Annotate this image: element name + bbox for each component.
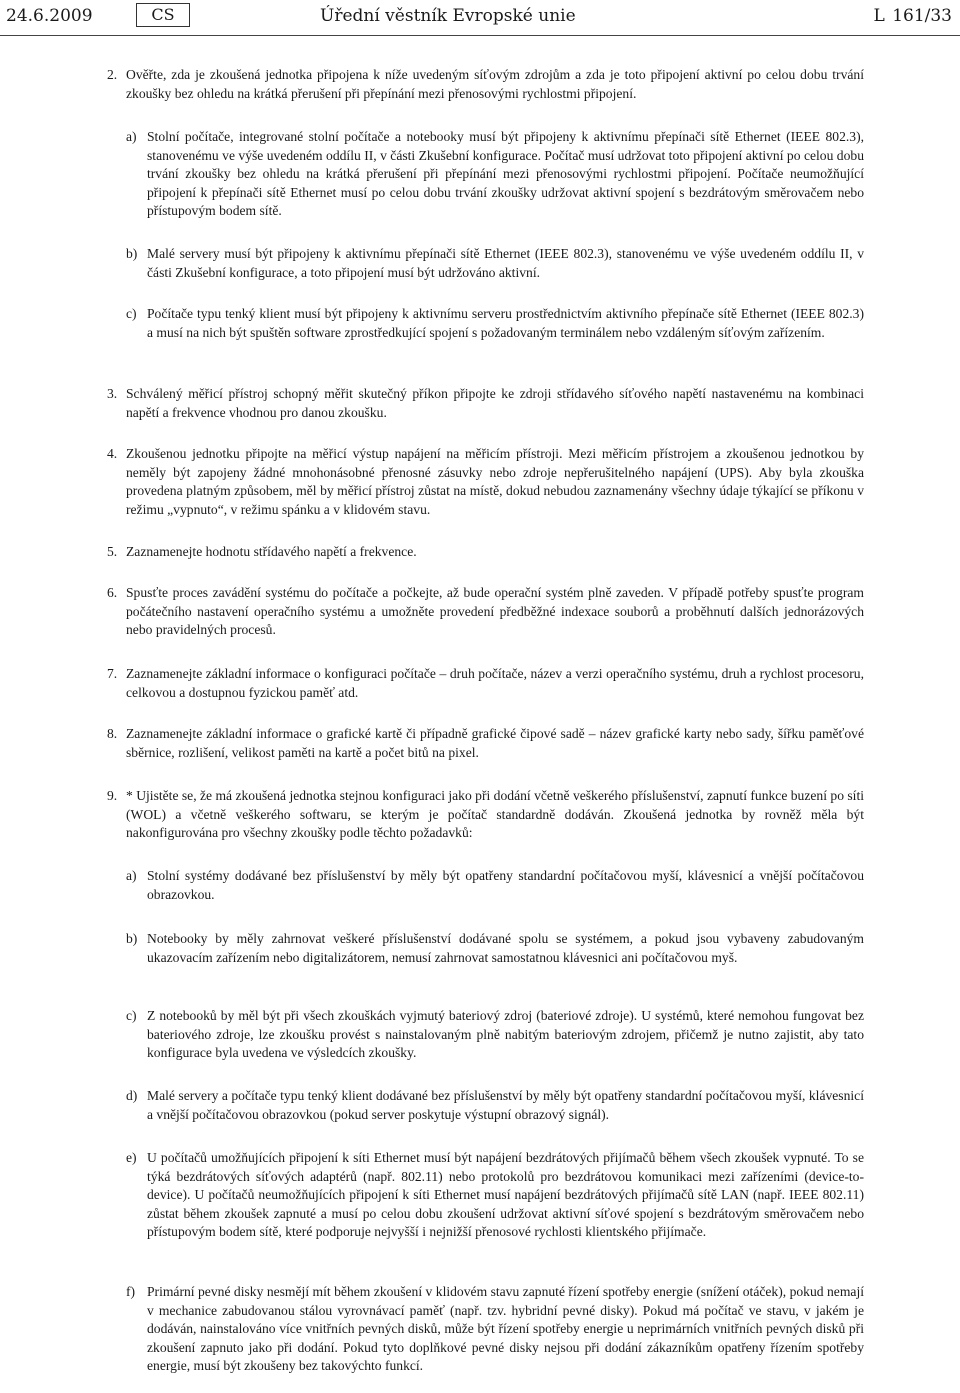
paragraph-subitem-9f: Primární pevné disky nesmějí mít během zkoušení v klidovém stavu zapnuté řízení spotřeby energie (snížení otáček), pokud nemají v mechanice zabudovanou stálou vyrovnávací paměť (např. tzv. hybridní pevné disky). Pokud má počítač ve stavu, v jakém je dodáván, nainstalováno více vnitřních pevných disků, může být řízení spotřeby energie u neprimárních vnitřních pevných disků při zkoušení zapnuto jako při dodání. Pokud tyto doplňkové pevné disky nejsou při dodání zákazníkům opatřeny řízením spotřeby energie, musí být zkoušeny bez takovýchto funkcí. xyxy=(147,1284,864,1373)
language-badge: CS xyxy=(136,3,190,27)
paragraph-subitem-9c: Z notebooků by měl být při všech zkouškách vyjmutý bateriový zdroj (bateriové zdroje). U systémů, které nemohou fungovat bez bateriového zdroje, lze zkoušku provést s nainstalovaným plně nabitým bateriovým zdrojem, přičemž je nutno zajistit, aby tato konfigurace byla uvedena ve výsledcích zkoušky. xyxy=(147,1008,864,1060)
item-number: 6. xyxy=(107,585,118,600)
item-number: 8. xyxy=(107,726,118,741)
paragraph-item-9: * Ujistěte se, že má zkoušená jednotka stejnou konfiguraci jako při dodání včetně veškerého příslušenství, zapnutí funkce buzení po síti (WOL) a včetně veškerého softwaru, se kterým je počítač standardně dodáván. Zkoušená jednotka by rovněž měla být nakonfigurována pro všechny zkoušky podle těchto požadavků: xyxy=(126,788,865,840)
paragraph-subitem-9b: Notebooky by měly zahrnovat veškeré příslušenství dodávané spolu se systémem, a pokud jsou vybaveny zabudovaným ukazovacím zařízením nebo digitalizátorem, nemusí zahrnovat samostatnou klávesnici ani počítačovou myš. xyxy=(147,931,864,965)
header-rule xyxy=(0,35,960,36)
subitem-letter: a) xyxy=(126,129,137,144)
subitem-letter: c) xyxy=(126,1008,137,1023)
issue-date: 24.6.2009 xyxy=(6,6,93,26)
subitem-letter: b) xyxy=(126,246,138,261)
subitem-letter: c) xyxy=(126,306,137,321)
item-number: 5. xyxy=(107,544,118,559)
paragraph-subitem-9a: Stolní systémy dodávané bez příslušenství by měly být opatřeny standardní počítačovou myší, klávesnicí a vnější počítačovou obrazovkou. xyxy=(147,868,864,902)
paragraph-item-4: Zkoušenou jednotku připojte na měřicí výstup napájení na měřicím přístroji. Mezi měřicím přístrojem a zkoušenou jednotkou by neměly být zapojeny žádné mnohonásobné přenosné zásuvky nebo zdroje nepřerušitelného napájení (UPS). Aby byla zkouška provedena platným způsobem, měl by měřicí přístroj zůstat na místě, dokud nebudou zaznamenány všechny údaje týkající se příkonu v režimu „vypnuto“, v režimu spánku a v klidovém stavu. xyxy=(126,446,864,517)
item-number: 2. xyxy=(107,67,118,82)
paragraph-subitem-9e: U počítačů umožňujících připojení k síti Ethernet musí být napájení bezdrátových přijímačů během všech zkoušek vypnuté. To se týká bezdrátových síťových adaptérů (např. 802.11) nebo protokolů pro bezdrátovou komunikaci mezi zařízeními (device-to-device). U počítačů neumožňujících připojení k síti Ethernet musí napájení bezdrátových přijímačů sítě LAN (např. IEEE 802.11) zůstat během zkoušek zapnuté a musí po celou dobu zkoušení udržovat aktivní síťové spojení s bezdrátovým směrovačem nebo přístupovým bodem sítě, které podporuje nejvyšší i nejnižší přenosové rychlosti klientského přijímače. xyxy=(147,1150,864,1239)
paragraph-subitem-9d: Malé servery a počítače typu tenký klient dodávané bez příslušenství by měly být opatřeny standardní počítačovou myší, klávesnicí a vnější počítačovou obrazovkou (pokud server poskytuje výstupní obrazový signál). xyxy=(147,1088,864,1122)
item-number: 9. xyxy=(107,788,118,803)
subitem-letter: a) xyxy=(126,868,137,883)
subitem-letter: f) xyxy=(126,1284,136,1299)
paragraph-item-2: Ověřte, zda je zkoušená jednotka připojena k níže uvedeným síťovým zdrojům a zda je toto připojení aktivní po celou dobu trvání zkoušky bez ohledu na krátká přerušení při přepínání mezi přenosovými rychlostmi připojení. xyxy=(126,67,864,101)
paragraph-item-5: Zaznamenejte hodnotu střídavého napětí a frekvence. xyxy=(126,544,417,559)
journal-title: Úřední věstník Evropské unie xyxy=(320,6,576,26)
paragraph-item-8: Zaznamenejte základní informace o grafické kartě či případně grafické čipové sadě – název grafické karty nebo sady, šířku paměťové sběrnice, rozlišení, velikost paměti na kartě a počet bitů na pixel. xyxy=(126,726,864,760)
item-number: 7. xyxy=(107,666,118,681)
subitem-letter: e) xyxy=(126,1150,137,1165)
paragraph-item-7: Zaznamenejte základní informace o konfiguraci počítače – druh počítače, název a verzi operačního systému, druh a rychlost procesoru, celkovou a dostupnou fyzickou paměť atd. xyxy=(126,666,864,700)
paragraph-item-3: Schválený měřicí přístroj schopný měřit skutečný příkon připojte ke zdroji střídavého síťového napětí nastavenému na kombinaci napětí a frekvence vhodnou pro danou zkoušku. xyxy=(126,386,864,420)
page-reference: L 161/33 xyxy=(873,6,952,26)
paragraph-subitem-c: Počítače typu tenký klient musí být připojeny k aktivnímu serveru prostřednictvím aktivního přepínače sítě Ethernet (IEEE 802.3) a musí na nich být spuštěn software zprostředkující spojení s požadovaným terminálem nebo vzdáleným síťovým zařízením. xyxy=(147,306,864,340)
paragraph-item-6: Spusťte proces zavádění systému do počítače a počkejte, až bude operační systém plně zaveden. V případě potřeby spusťte program počátečního nastavení operačního systému a umožněte provedení předběžné indexace souborů a proběhnutí dalších jednorázových nebo pravidelných procesů. xyxy=(126,585,864,637)
subitem-letter: d) xyxy=(126,1088,138,1103)
paragraph-subitem-a: Stolní počítače, integrované stolní počítače a notebooky musí být připojeny k aktivnímu přepínači sítě Ethernet (IEEE 802.3), stanovenému ve výše uvedeném oddílu II, v části Zkušební konfigurace. Počítač musí udržovat toto připojení aktivní po celou dobu trvání zkoušky bez ohledu na krátká přerušení při přepínání mezi přenosovými rychlostmi připojení. Počítače neumožňující připojení k přepínači sítě Ethernet musí po celou dobu trvání zkoušky udržovat aktivní spojení s bezdrátovým směrovačem nebo přístupovým bodem sítě. xyxy=(147,129,864,218)
paragraph-subitem-b: Malé servery musí být připojeny k aktivnímu přepínači sítě Ethernet (IEEE 802.3), stanovenému ve výše uvedeném oddílu II, v části Zkušební konfigurace, a toto připojení musí být udržováno aktivní. xyxy=(147,246,864,280)
page-header xyxy=(0,0,960,38)
item-number: 4. xyxy=(107,446,118,461)
subitem-letter: b) xyxy=(126,931,138,946)
item-number: 3. xyxy=(107,386,118,401)
